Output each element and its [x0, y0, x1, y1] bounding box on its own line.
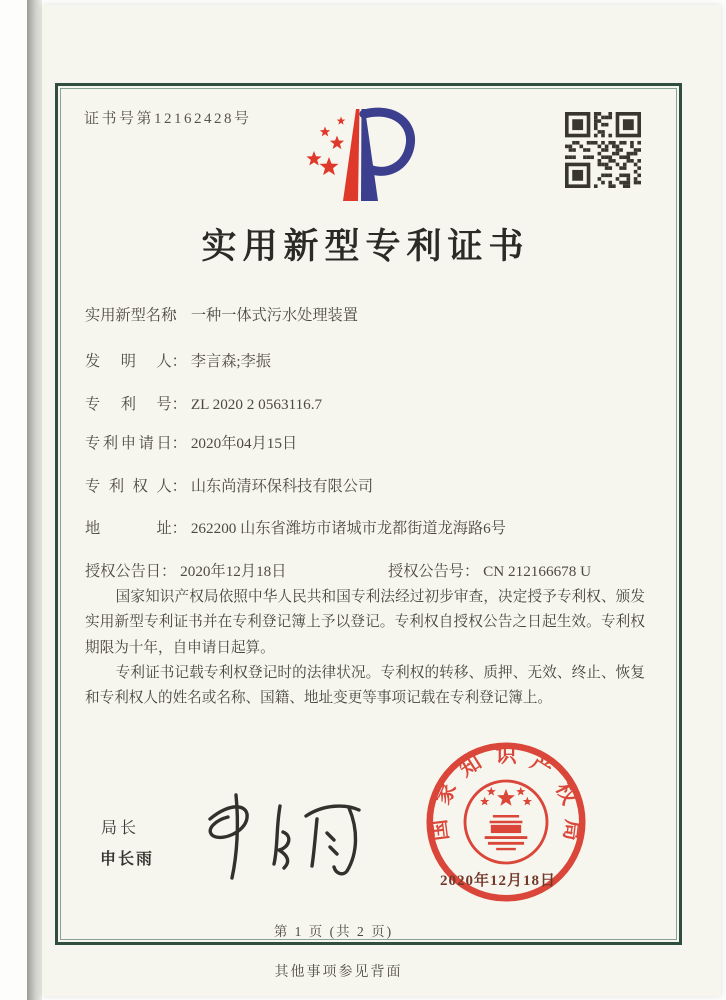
qr-module — [608, 181, 612, 185]
qr-module — [616, 163, 620, 167]
qr-module — [594, 141, 598, 145]
qr-module — [601, 174, 605, 178]
qr-module — [605, 163, 609, 167]
cnipa-logo-icon — [298, 104, 422, 206]
field-row-filing-date — [85, 432, 297, 453]
star-icon — [517, 788, 524, 795]
field-row-inventor — [85, 350, 271, 371]
grant-number-label: 授权公告号 — [388, 563, 464, 580]
qr-module — [608, 174, 612, 178]
star-icon — [524, 798, 531, 805]
qr-module — [594, 126, 598, 130]
seal-ring-character: 权 — [551, 778, 582, 809]
qr-module — [608, 112, 612, 116]
director-name: 申长雨 — [100, 851, 155, 868]
qr-module — [627, 181, 631, 185]
field-colon: ： — [171, 307, 187, 324]
qr-module — [605, 116, 609, 120]
qr-module — [608, 134, 612, 138]
field-colon: ： — [463, 563, 480, 580]
qr-module — [601, 181, 605, 185]
qr-module — [572, 141, 576, 145]
qr-module — [594, 123, 598, 127]
legal-statement — [85, 585, 645, 711]
seal-date: 2020年12月18日 — [440, 873, 557, 889]
qr-module — [583, 155, 587, 159]
qr-module — [565, 155, 569, 159]
qr-module — [627, 152, 631, 156]
field-row-address — [85, 517, 506, 538]
qr-module — [623, 141, 627, 145]
qr-module — [608, 116, 612, 120]
grant-date-field — [85, 560, 286, 581]
qr-module — [634, 148, 638, 152]
logo-pillar-red — [343, 109, 360, 201]
field-colon: ： — [171, 396, 187, 413]
star-icon — [481, 798, 488, 805]
field-colon: ： — [171, 353, 187, 370]
qr-module — [598, 163, 602, 167]
qr-module — [619, 174, 623, 178]
qr-module — [637, 174, 641, 178]
director-title: 局长 — [101, 820, 140, 837]
qr-module — [598, 112, 602, 116]
qr-module — [619, 148, 623, 152]
qr-module — [565, 145, 569, 149]
qr-module — [587, 141, 591, 145]
field-value: 李言森;李振 — [190, 353, 271, 370]
field-value: 一种一体式污水处理装置 — [190, 307, 358, 324]
legal-paragraph-2: 专利证书记载专利权登记时的法律状况。专利权的转移、质押、无效、终止、恢复和专利权人的姓名或名称、国籍、地址变更等事项记载在专利登记簿上。 — [85, 664, 645, 707]
qr-module — [608, 166, 612, 170]
qr-module — [576, 141, 580, 145]
certificate-title: 实用新型专利证书 — [201, 227, 530, 266]
field-value: 2020年04月15日 — [190, 435, 298, 452]
qr-module — [598, 152, 602, 156]
qr-module — [627, 159, 631, 163]
legal-paragraph-1: 国家知识产权局依照中华人民共和国专利法经过初步审查，决定授予专利权、颁发实用新型专利证书并在专利登记簿上予以登记。专利权自授权公告之日起生效。专利权期限为十年，自申请日起算。 — [85, 589, 645, 656]
qr-module — [608, 159, 612, 163]
qr-module — [594, 134, 598, 138]
qr-module — [619, 166, 623, 170]
qr-module — [630, 141, 634, 145]
qr-module — [637, 159, 641, 163]
qr-module — [623, 155, 627, 159]
field-label: 专利号 — [85, 396, 172, 413]
qr-module — [634, 152, 638, 156]
qr-module — [594, 119, 598, 123]
grant-date-label: 授权公告日 — [85, 563, 161, 580]
qr-module — [569, 155, 573, 159]
qr-module — [601, 148, 605, 152]
qr-module — [616, 148, 620, 152]
qr-module — [569, 148, 573, 152]
qr-module — [572, 155, 576, 159]
star-icon — [498, 790, 514, 805]
seal-ring-character: 识 — [495, 743, 517, 768]
qr-module — [583, 148, 587, 152]
seal-ring-character: 产 — [526, 749, 558, 782]
qr-module — [587, 155, 591, 159]
seal-ring-character: 局 — [559, 818, 586, 843]
qr-module — [572, 119, 583, 130]
qr-module — [605, 123, 609, 127]
qr-module — [587, 148, 591, 152]
qr-module — [605, 174, 609, 178]
back-side-note: 其他事项参见背面 — [274, 965, 403, 980]
qr-module — [594, 116, 598, 120]
seal-ring-character: 知 — [454, 749, 486, 782]
qr-module — [590, 141, 594, 145]
qr-module — [623, 174, 627, 178]
qr-module — [627, 177, 631, 181]
field-label: 实用新型名称 — [85, 307, 177, 324]
qr-module — [608, 155, 612, 159]
director-signature — [196, 789, 368, 883]
qr-module — [605, 145, 609, 149]
qr-module — [601, 130, 605, 134]
qr-module — [616, 145, 620, 149]
star-icon — [320, 127, 330, 137]
qr-module — [598, 177, 602, 181]
field-value: 262200 山东省潍坊市诸城市龙都街道龙海路6号 — [190, 520, 506, 537]
field-row-patent-number — [85, 393, 322, 414]
qr-module — [572, 148, 576, 152]
qr-module — [601, 123, 605, 127]
field-value: 山东尚清环保科技有限公司 — [190, 478, 374, 495]
qr-module — [616, 177, 620, 181]
qr-module — [630, 152, 634, 156]
scanner-edge-shadow — [27, 0, 42, 1000]
field-colon: ： — [171, 520, 187, 537]
grant-number-field — [388, 560, 591, 581]
certificate-number: 证书号第12162428号 — [84, 111, 252, 127]
qr-module — [608, 184, 612, 188]
page-number: 第 1 页 (共 2 页) — [273, 924, 394, 939]
field-colon: ： — [171, 435, 187, 452]
qr-module — [601, 155, 605, 159]
qr-module — [623, 119, 634, 130]
qr-module — [630, 159, 634, 163]
seal-national-emblem — [465, 781, 547, 863]
qr-module — [634, 170, 638, 174]
qr-module — [579, 145, 583, 149]
qr-module — [623, 184, 627, 188]
qr-module — [590, 155, 594, 159]
star-icon — [330, 136, 344, 150]
star-icon — [337, 117, 346, 125]
qr-module — [637, 148, 641, 152]
star-icon — [306, 151, 321, 166]
qr-module — [612, 159, 616, 163]
qr-module — [601, 134, 605, 138]
grant-date-value: 2020年12月18日 — [180, 563, 287, 580]
qr-module — [612, 145, 616, 149]
field-label: 地址 — [85, 520, 172, 537]
qr-module — [569, 145, 573, 149]
qr-module — [627, 174, 631, 178]
qr-code — [565, 112, 641, 188]
qr-module — [612, 152, 616, 156]
qr-module — [627, 184, 631, 188]
qr-module — [608, 141, 612, 145]
field-label: 专利权人 — [85, 478, 172, 495]
qr-module — [605, 148, 609, 152]
qr-module — [612, 184, 616, 188]
qr-module — [630, 145, 634, 149]
qr-module — [605, 155, 609, 159]
qr-module — [637, 166, 641, 170]
seal-ring-character: 国 — [426, 818, 453, 843]
qr-module — [598, 159, 602, 163]
qr-module — [598, 119, 602, 123]
qr-module — [637, 181, 641, 185]
logo-pillar-blue — [361, 109, 378, 201]
star-icon — [320, 157, 339, 175]
field-row-name — [85, 304, 358, 325]
qr-module — [601, 141, 605, 145]
qr-module — [623, 181, 627, 185]
qr-module — [616, 152, 620, 156]
grant-number-value: CN 212166678 U — [483, 563, 592, 580]
field-colon: ： — [160, 563, 177, 580]
qr-module — [598, 145, 602, 149]
field-colon: ： — [171, 478, 187, 495]
field-label: 专利申请日 — [85, 435, 172, 452]
qr-module — [637, 141, 641, 145]
qr-module — [619, 181, 623, 185]
qr-module — [619, 155, 623, 159]
field-value: ZL 2020 2 0563116.7 — [190, 396, 323, 413]
qr-module — [634, 181, 638, 185]
qr-module — [601, 116, 605, 120]
qr-module — [619, 141, 623, 145]
star-icon — [488, 788, 495, 795]
qr-module — [634, 177, 638, 181]
qr-module — [623, 163, 627, 167]
qr-module — [623, 166, 627, 170]
qr-module — [612, 141, 616, 145]
qr-module — [598, 130, 602, 134]
qr-module — [601, 163, 605, 167]
qr-module — [594, 112, 598, 116]
qr-module — [605, 166, 609, 170]
qr-module — [627, 155, 631, 159]
seal-ring-character: 家 — [430, 778, 461, 809]
qr-module — [594, 184, 598, 188]
qr-module — [634, 163, 638, 167]
qr-module — [572, 170, 583, 181]
field-row-patentee — [85, 475, 373, 496]
field-label: 发明人 — [85, 353, 172, 370]
